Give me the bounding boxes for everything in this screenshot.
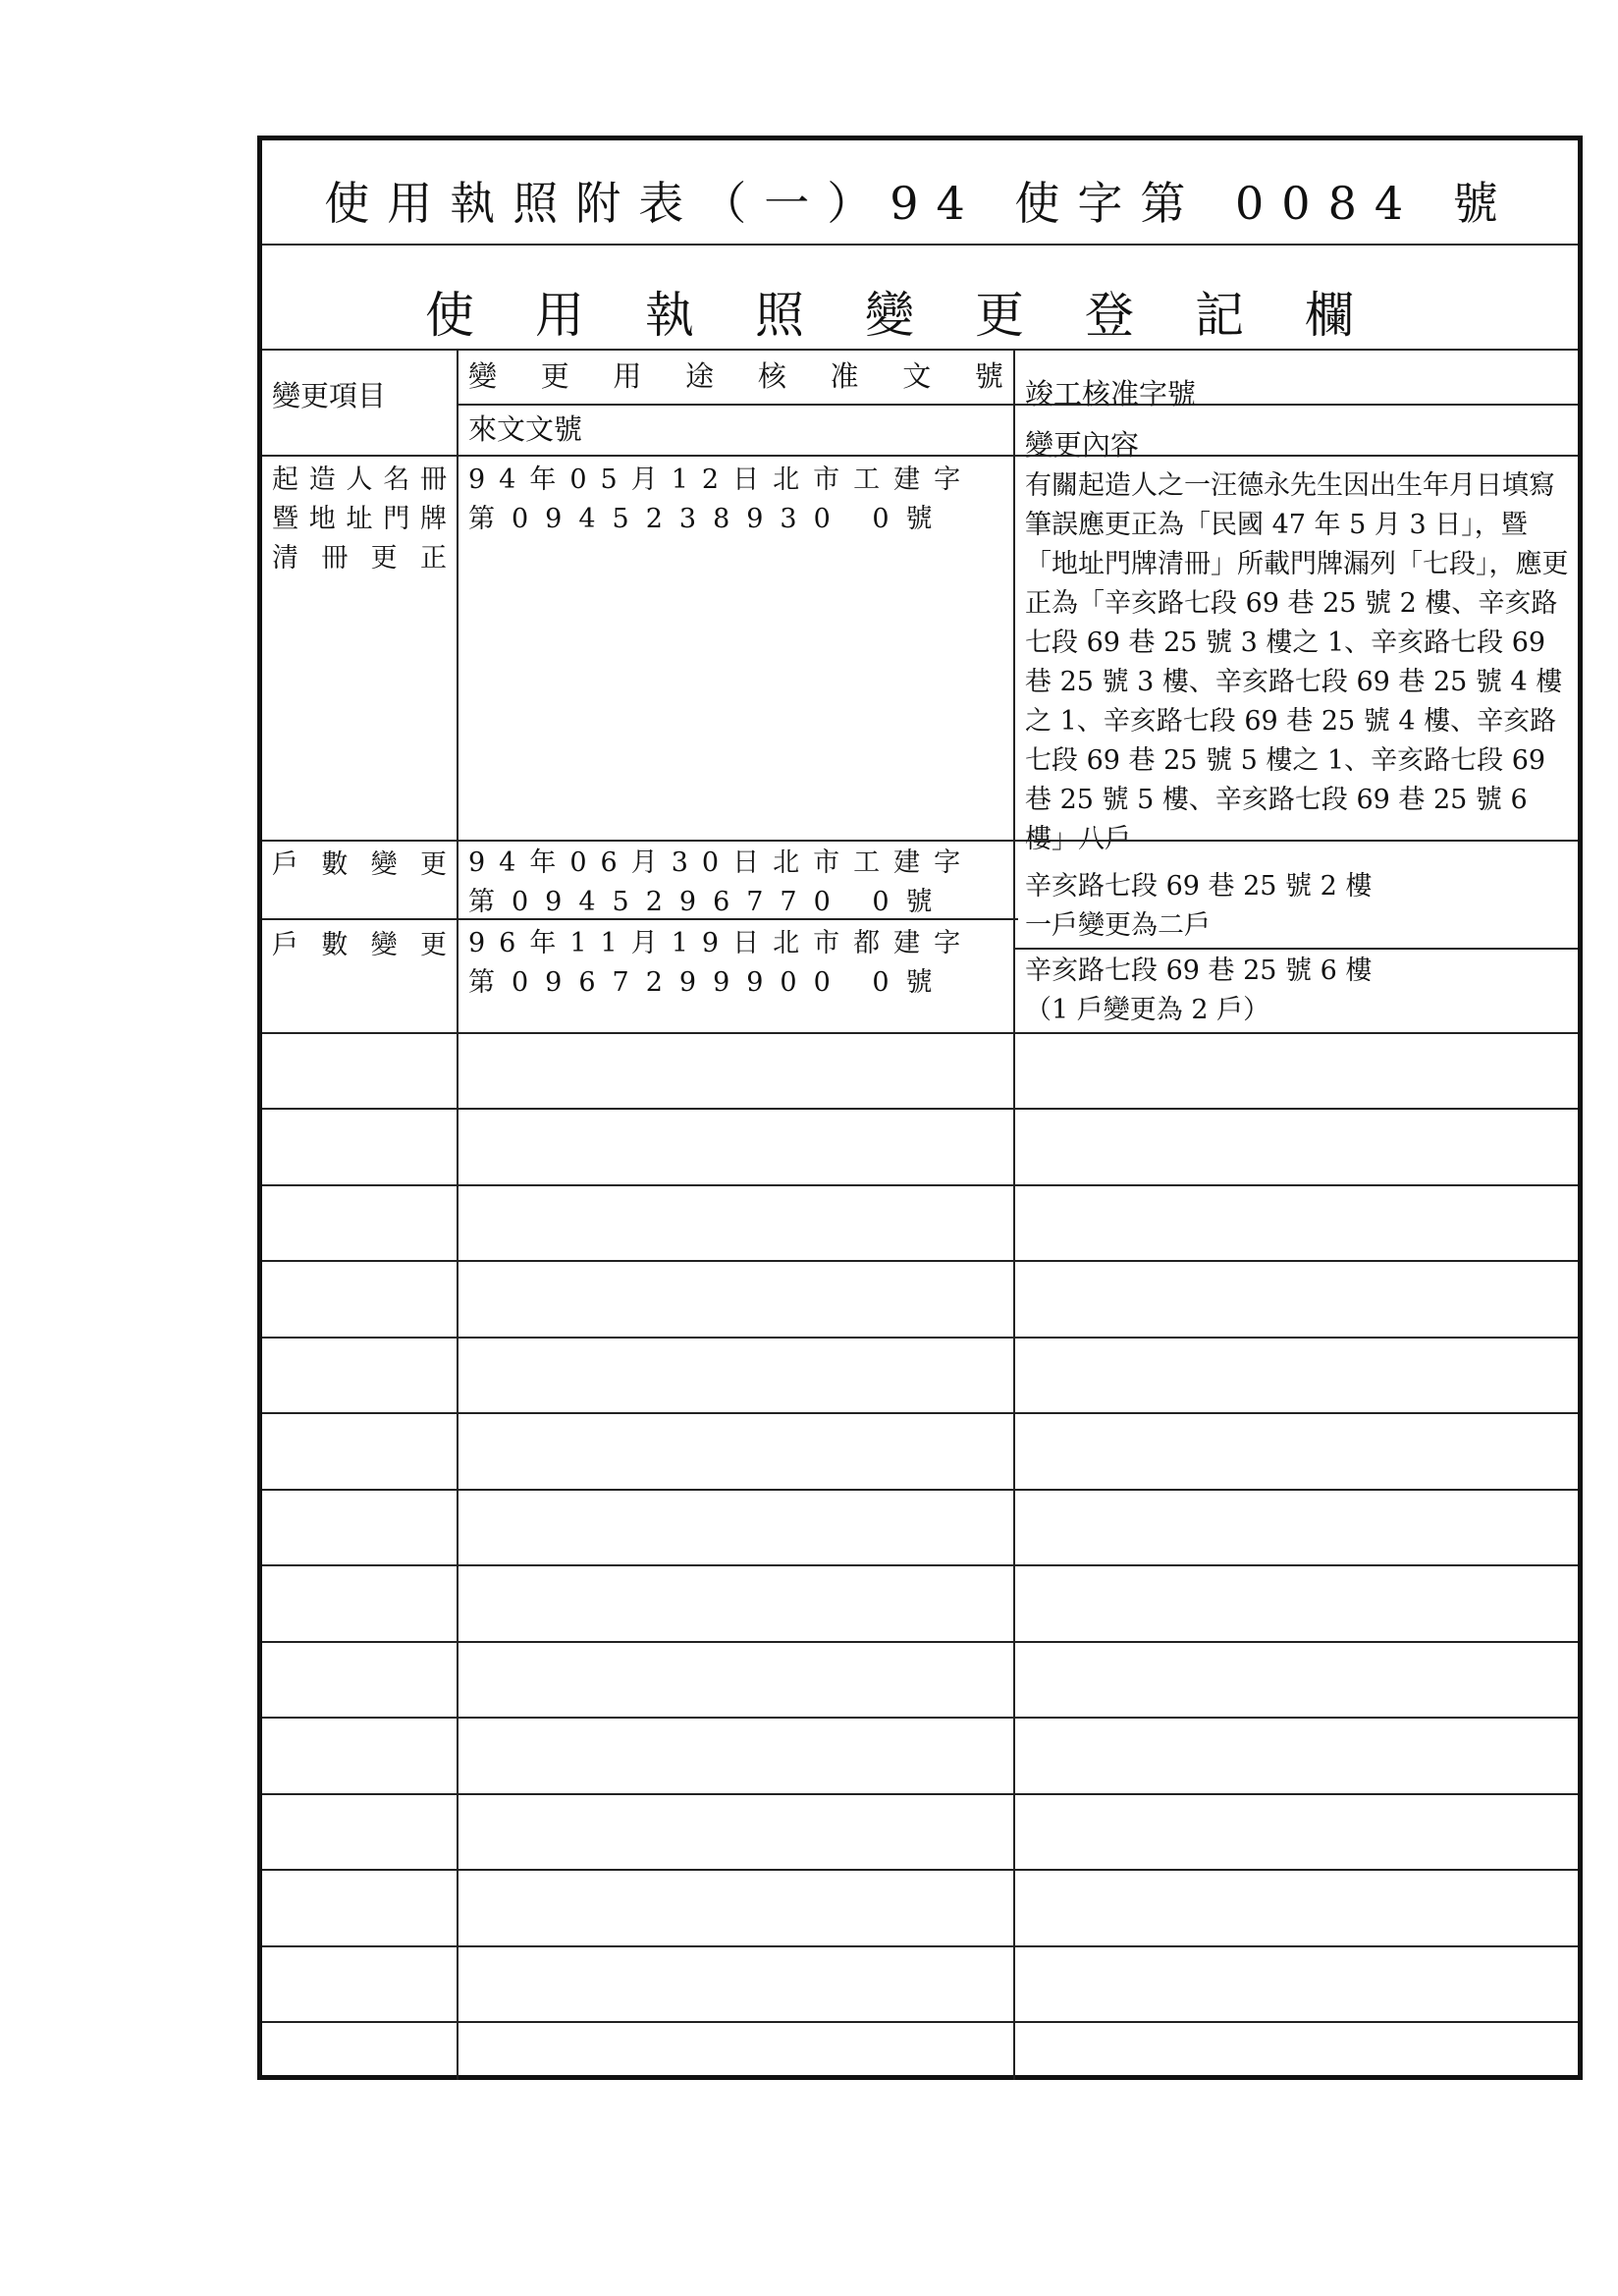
empty-row-line: [262, 1717, 1578, 1719]
row3-doc: 96年11月19日北市都建字: [468, 928, 975, 958]
empty-row-line: [262, 1032, 1578, 1034]
row1-doc: 94年05月12日北市工建字: [468, 465, 975, 495]
header-item: 變更項目: [272, 379, 387, 412]
empty-row-line: [262, 1184, 1578, 1186]
empty-row-line: [262, 1337, 1578, 1339]
empty-row-line: [262, 1260, 1578, 1262]
row2-item: 戶 數 變 更: [272, 849, 447, 880]
empty-row-line: [262, 1793, 1578, 1795]
divider: [262, 918, 1018, 920]
row3-content: （1 戶變更為 2 戶）: [1025, 995, 1270, 1025]
header-completion-no: 竣工核准字號: [1025, 377, 1197, 410]
header-approval-doc: 變 更 用 途 核 准 文 號: [468, 359, 1003, 393]
row3-doc: 第0967299900 0號: [468, 967, 949, 998]
row2-content: 辛亥路七段 69 巷 25 號 2 樓: [1025, 871, 1373, 902]
divider: [262, 840, 1578, 842]
divider: [262, 349, 1578, 351]
row2-content: 一戶變更為二戶: [1025, 910, 1211, 941]
empty-row-line: [262, 2021, 1578, 2023]
column-divider: [1013, 349, 1015, 2080]
empty-row-line: [262, 1489, 1578, 1491]
row1-content: 有關起造人之一汪德永先生因出生年月日填寫筆誤應更正為「民國 47 年 5 月 3 日」，暨「地址門牌清冊」所載門牌漏列「七段」，應更正為「辛亥路七段 69 巷 25 號 2 樓、辛亥路七段 69 巷 25 號 3 樓之 1、辛亥路七段 69 巷 25 號 3 樓、辛亥路七段 69 巷 25 號 4 樓之 1、辛亥路七段 69 巷 25 號 4 樓、辛亥路七段 69 巷 25 號 5 樓之 1、辛亥路七段 69 巷 25 號 5 樓、辛亥路七段 69 巷 25 號 6 樓」八戶: [1025, 470, 1569, 854]
row3-content: 辛亥路七段 69 巷 25 號 6 樓: [1025, 956, 1373, 986]
row1-item: 起 造 人 名 冊: [272, 465, 447, 495]
empty-row-line: [262, 1412, 1578, 1414]
empty-row-line: [262, 1108, 1578, 1110]
row2-doc: 94年06月30日北市工建字: [468, 847, 975, 878]
empty-row-line: [262, 1564, 1578, 1566]
header-incoming-doc: 來文文號: [468, 412, 583, 446]
empty-row-line: [262, 1869, 1578, 1871]
divider: [262, 455, 1578, 457]
section-title: 使用執照變更登記欄: [425, 287, 1415, 344]
column-divider: [457, 349, 458, 2080]
header-change-content: 變更內容: [1025, 428, 1140, 462]
empty-row-line: [262, 1945, 1578, 1947]
empty-row-line: [262, 1641, 1578, 1643]
row1-item: 清 冊 更 正: [272, 543, 447, 574]
divider: [1013, 948, 1578, 950]
row1-item: 暨 地 址 門 牌: [272, 504, 447, 534]
row3-item: 戶 數 變 更: [272, 930, 447, 960]
document-title: 使用執照附表（一）94 使字第 0084 號: [324, 177, 1516, 230]
license-sheet: [257, 136, 1583, 2080]
row2-doc: 第0945296770 0號: [468, 887, 949, 917]
divider: [457, 404, 1578, 406]
divider: [262, 244, 1578, 246]
row1-doc: 第0945238930 0號: [468, 504, 949, 534]
